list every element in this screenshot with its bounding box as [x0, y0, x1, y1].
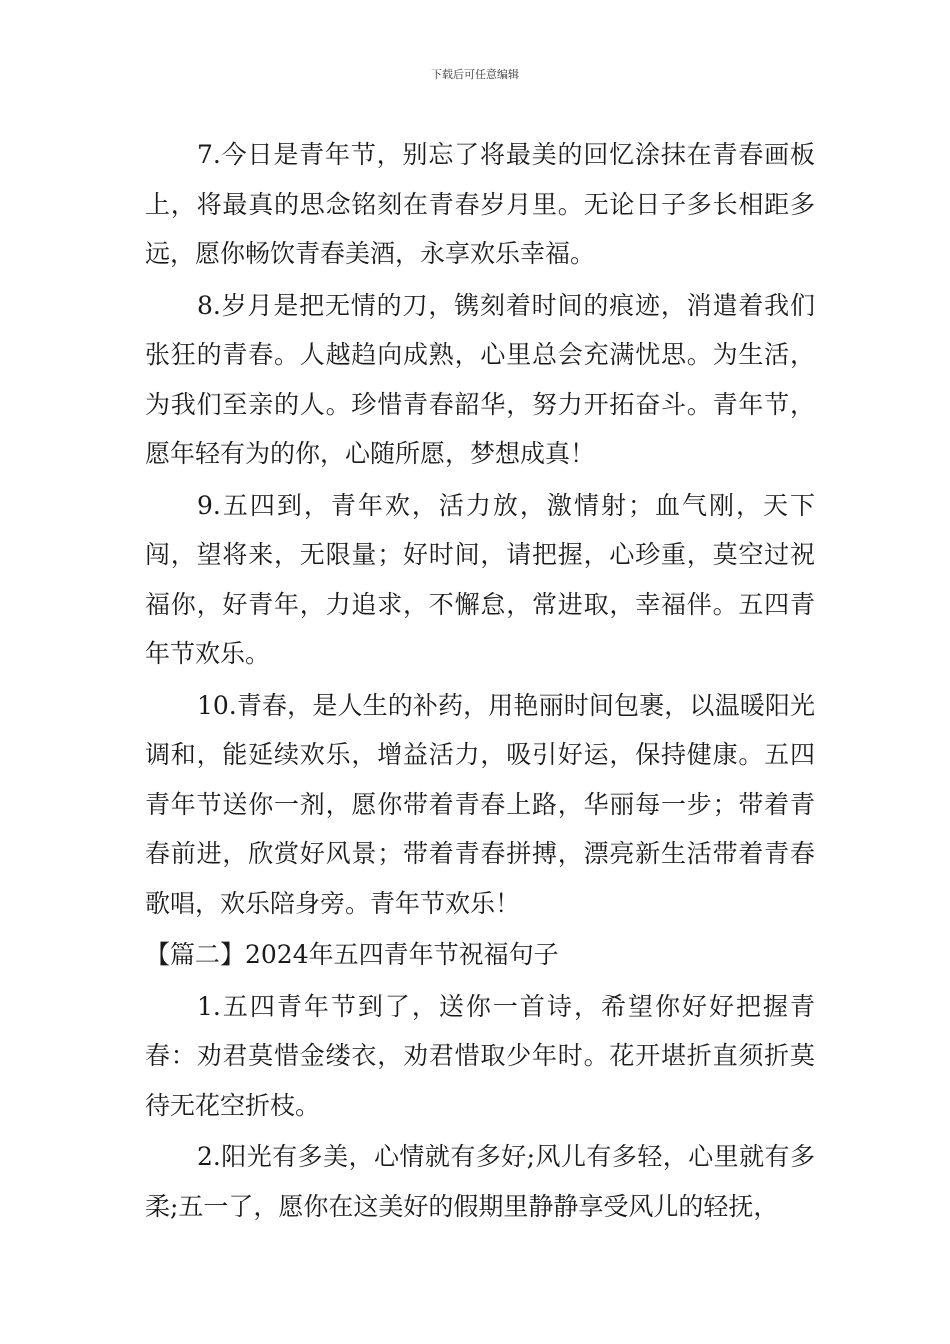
paragraph-b1: 1.五四青年节到了，送你一首诗，希望你好好把握青春：劝君莫惜金缕衣，劝君惜取少年时。花开堪折直须折莫待无花空折枝。 — [145, 991, 815, 1120]
document-body — [145, 130, 815, 1233]
page-header: 下载后可任意编辑 — [431, 68, 519, 81]
paragraph-10: 10.青春，是人生的补药，用艳丽时间包裹，以温暖阳光调和，能延续欢乐，增益活力，吸引好运，保持健康。五四青年节送你一剂，愿你带着青春上路，华丽每一步；带着青春前进，欣赏好风景；带着青春拼搏，漂亮新生活带着青春歌唱，欢乐陪身旁。青年节欢乐！ — [145, 690, 815, 918]
section-heading: 【篇二】2024年五四青年节祝福句子 — [145, 940, 559, 969]
paragraph-8: 8.岁月是把无情的刀，镌刻着时间的痕迹，消遣着我们张狂的青春。人越趋向成熟，心里总会充满忧思。为生活，为我们至亲的人。珍惜青春韶华，努力开拓奋斗。青年节，愿年轻有为的你，心随所愿，梦想成真！ — [145, 290, 815, 468]
paragraph-b2: 2.阳光有多美，心情就有多好;风儿有多轻，心里就有多柔;五一了，愿你在这美好的假期里静静享受风儿的轻抚， — [145, 1142, 815, 1221]
paragraph-7: 7.今日是青年节，别忘了将最美的回忆涂抹在青春画板上，将最真的思念铭刻在青春岁月里。无论日子多长相距多远，愿你畅饮青春美酒，永享欢乐幸福。 — [145, 140, 815, 268]
paragraph-9: 9.五四到，青年欢，活力放，激情射；血气刚，天下闯，望将来，无限量；好时间，请把握，心珍重，莫空过祝福你，好青年，力追求，不懈怠，常进取，幸福伴。五四青年节欢乐。 — [145, 490, 815, 668]
